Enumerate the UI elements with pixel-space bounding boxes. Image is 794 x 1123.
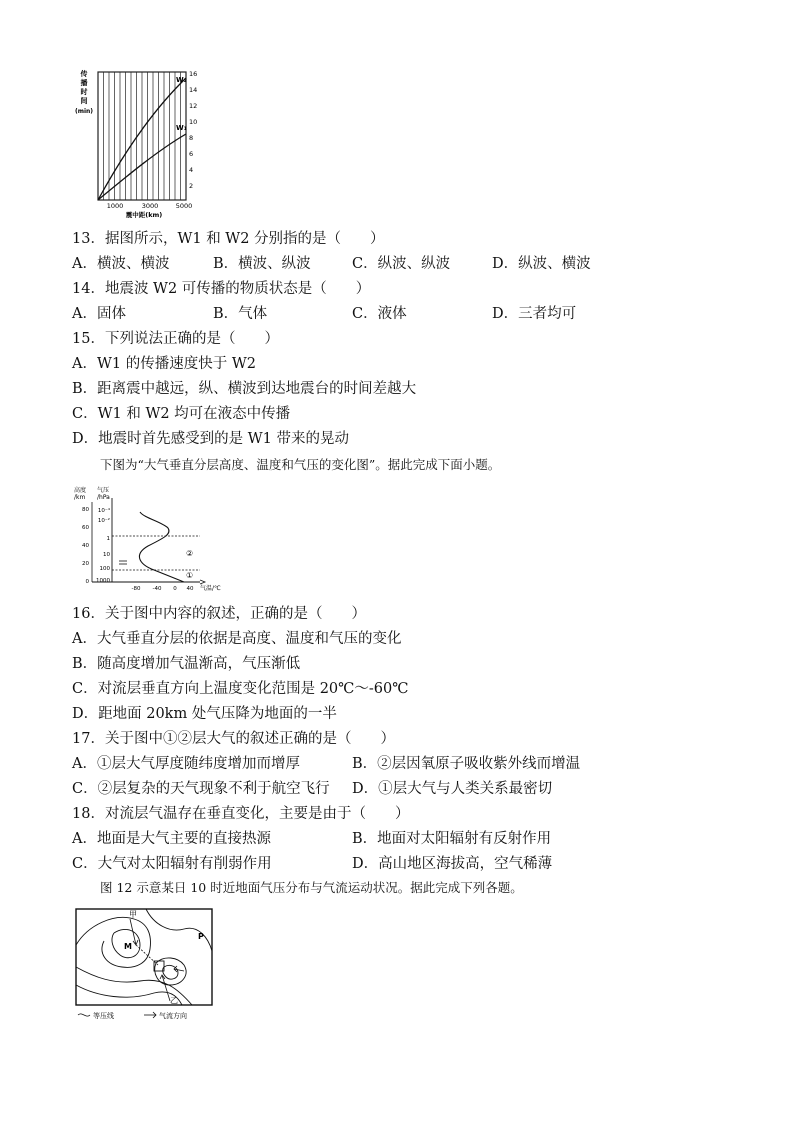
svg-text:2: 2 bbox=[189, 182, 194, 190]
height-ticks bbox=[82, 507, 90, 585]
svg-text:60: 60 bbox=[82, 525, 89, 531]
svg-text:3000: 3000 bbox=[141, 202, 159, 210]
temperature-curve bbox=[139, 512, 184, 582]
intro-atmosphere-figure: 下图为“大气垂直分层高度、温度和气压的变化图”。据此完成下面小题。 bbox=[100, 457, 501, 472]
pressure-axis-title bbox=[97, 486, 110, 501]
question-18-stem: 18．对流层气温存在垂直变化，主要是由于（ ） bbox=[72, 806, 410, 822]
question-17-stem: 17．关于图中①②层大气的叙述正确的是（ ） bbox=[72, 731, 395, 747]
svg-text:1: 1 bbox=[106, 536, 110, 542]
svg-text:传: 传 bbox=[80, 70, 88, 78]
svg-text:14: 14 bbox=[189, 86, 198, 94]
svg-text:/hPa: /hPa bbox=[97, 494, 110, 501]
intro-isobar-figure: 图 12 示意某日 10 时近地面气压分布与气流运动状况。据此完成下列各题。 bbox=[100, 880, 523, 895]
q16-option-c[interactable]: C．对流层垂直方向上温度变化范围是 20℃～-60℃ bbox=[72, 681, 409, 697]
map-label-m: M bbox=[124, 942, 132, 951]
map-label-jia: 甲 bbox=[129, 910, 137, 919]
x-axis-title: 震中距(km) bbox=[125, 211, 163, 218]
svg-text:6: 6 bbox=[189, 150, 194, 158]
svg-text:(min): (min) bbox=[74, 108, 94, 115]
q18-option-d[interactable]: D．高山地区海拔高，空气稀薄 bbox=[352, 856, 553, 872]
svg-text:4: 4 bbox=[189, 166, 194, 174]
svg-text:/km: /km bbox=[74, 494, 86, 501]
svg-text:-40: -40 bbox=[152, 586, 162, 592]
q14-option-a[interactable]: A．固体 bbox=[72, 306, 126, 322]
height-axis-title bbox=[74, 486, 86, 501]
q13-option-b[interactable]: B．横波、纵波 bbox=[213, 256, 311, 272]
svg-text:5000: 5000 bbox=[175, 202, 193, 210]
q14-option-c[interactable]: C．液体 bbox=[352, 306, 407, 322]
question-16-stem: 16．关于图中内容的叙述，正确的是（ ） bbox=[72, 606, 366, 622]
svg-text:气流方向: 气流方向 bbox=[159, 1012, 187, 1020]
svg-text:0: 0 bbox=[85, 579, 89, 585]
svg-text:20: 20 bbox=[82, 561, 89, 567]
svg-text:播: 播 bbox=[80, 79, 88, 87]
q16-option-d[interactable]: D．距地面 20km 处气压降为地面的一半 bbox=[72, 706, 337, 722]
q14-option-b[interactable]: B．气体 bbox=[213, 306, 268, 322]
airflow-arrows bbox=[130, 919, 184, 1001]
temperature-ticks bbox=[132, 586, 194, 592]
question-15-stem: 15．下列说法正确的是（ ） bbox=[72, 331, 279, 347]
svg-text:1000: 1000 bbox=[106, 202, 124, 210]
isobar-lines bbox=[76, 909, 212, 1005]
q18-option-b[interactable]: B．地面对太阳辐射有反射作用 bbox=[352, 831, 552, 847]
svg-text:等压线: 等压线 bbox=[93, 1012, 114, 1020]
q17-option-c[interactable]: C．②层复杂的天气现象不利于航空飞行 bbox=[72, 781, 330, 797]
q16-option-b[interactable]: B．随高度增加气温渐高，气压渐低 bbox=[72, 656, 301, 672]
svg-text:气压: 气压 bbox=[97, 487, 110, 494]
svg-text:10⁻²: 10⁻² bbox=[97, 518, 110, 524]
question-14-stem: 14．地震波 W2 可传播的物质状态是（ ） bbox=[72, 281, 371, 297]
svg-text:80: 80 bbox=[82, 507, 89, 513]
map-label-yi: 乙 bbox=[170, 996, 178, 1005]
curve-label-w1: W₁ bbox=[176, 124, 187, 132]
svg-text:40: 40 bbox=[82, 543, 89, 549]
q13-option-d[interactable]: D．纵波、横波 bbox=[492, 256, 591, 272]
svg-text:10: 10 bbox=[103, 552, 110, 558]
svg-text:8: 8 bbox=[189, 134, 194, 142]
svg-text:1000: 1000 bbox=[96, 578, 110, 584]
map-legend bbox=[78, 1011, 187, 1020]
pressure-ticks bbox=[96, 507, 111, 584]
q18-option-a[interactable]: A．地面是大气主要的直接热源 bbox=[72, 831, 271, 847]
svg-text:10⁻⁴: 10⁻⁴ bbox=[97, 508, 110, 514]
isobar-map bbox=[74, 905, 216, 1021]
q13-option-c[interactable]: C．纵波、纵波 bbox=[352, 256, 451, 272]
y-axis-title bbox=[75, 69, 93, 115]
y-tick-labels bbox=[189, 70, 197, 190]
svg-text:12: 12 bbox=[189, 102, 198, 110]
svg-text:高度: 高度 bbox=[74, 487, 87, 494]
temperature-axis-title: 气温/℃ bbox=[200, 585, 221, 592]
q13-option-a[interactable]: A．横波、横波 bbox=[72, 256, 170, 272]
seismic-travel-time-chart bbox=[72, 66, 208, 218]
svg-text:100: 100 bbox=[99, 566, 110, 572]
q16-option-a[interactable]: A．大气垂直分层的依据是高度、温度和气压的变化 bbox=[72, 631, 402, 647]
svg-text:10: 10 bbox=[189, 118, 198, 126]
x-tick-labels bbox=[107, 202, 193, 210]
q15-option-b[interactable]: B．距离震中越远，纵、横波到达地震台的时间差越大 bbox=[72, 381, 417, 397]
map-label-p: P bbox=[198, 932, 204, 941]
curve-label-w2: W₂ bbox=[176, 76, 187, 84]
q15-option-c[interactable]: C．W1 和 W2 均可在液态中传播 bbox=[72, 406, 291, 422]
q17-option-d[interactable]: D．①层大气与人类关系最密切 bbox=[352, 781, 553, 797]
q18-option-c[interactable]: C．大气对太阳辐射有削弱作用 bbox=[72, 856, 272, 872]
layer-label-1: ① bbox=[186, 571, 194, 580]
svg-text:间: 间 bbox=[80, 97, 88, 105]
q14-option-d[interactable]: D．三者均可 bbox=[492, 306, 577, 322]
atmosphere-layers-chart bbox=[72, 484, 232, 594]
question-13-stem: 13．据图所示，W1 和 W2 分别指的是（ ） bbox=[72, 231, 385, 247]
q17-option-a[interactable]: A．①层大气厚度随纬度增加而增厚 bbox=[72, 756, 300, 772]
svg-text:16: 16 bbox=[189, 70, 198, 78]
q15-option-a[interactable]: A．W1 的传播速度快于 W2 bbox=[72, 356, 256, 372]
q17-option-b[interactable]: B．②层因氧原子吸收紫外线而增温 bbox=[352, 756, 581, 772]
svg-text:40: 40 bbox=[186, 586, 194, 592]
q15-option-d[interactable]: D．地震时首先感受到的是 W1 带来的晃动 bbox=[72, 431, 349, 447]
layer-label-2: ② bbox=[186, 549, 194, 558]
svg-text:0: 0 bbox=[173, 586, 177, 592]
svg-text:-80: -80 bbox=[131, 586, 141, 592]
svg-text:时: 时 bbox=[80, 88, 88, 96]
